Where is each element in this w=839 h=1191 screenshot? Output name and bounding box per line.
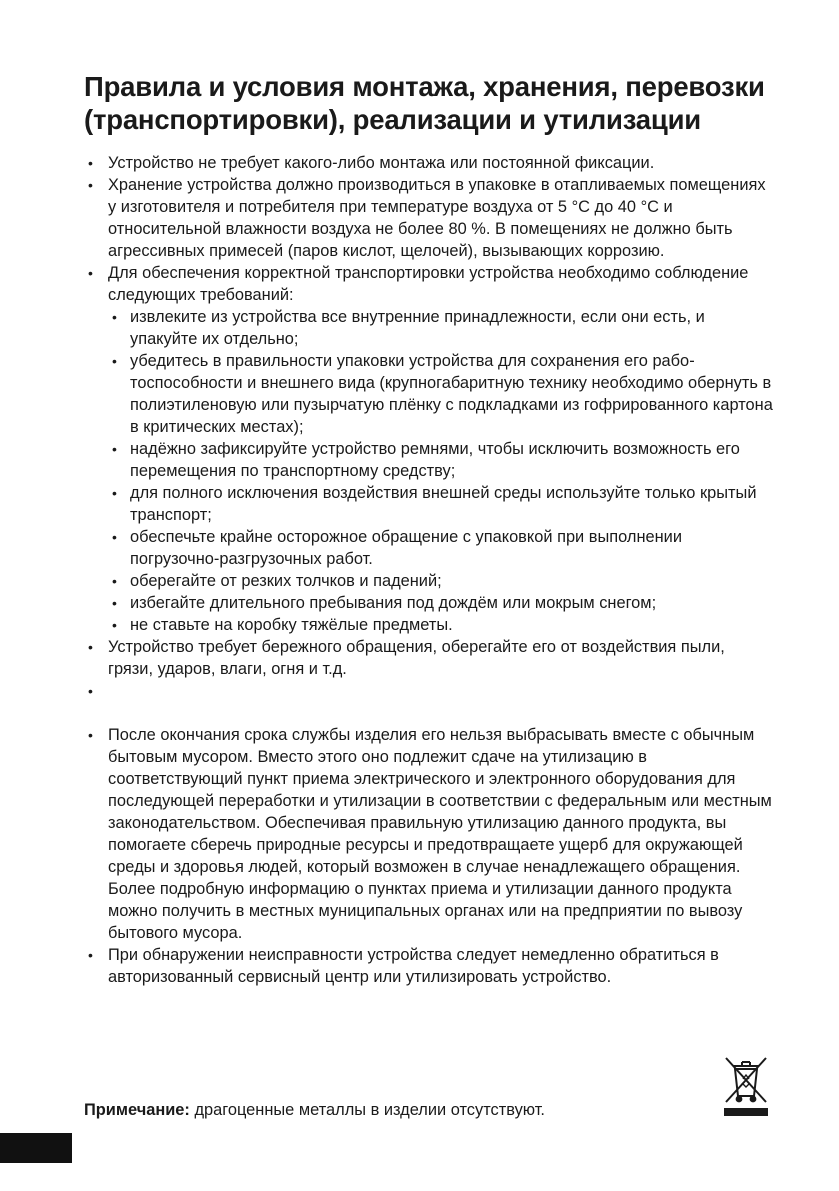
list-item [84, 636, 774, 680]
bullet: • [88, 683, 93, 699]
note [84, 1099, 545, 1121]
list-item-text: Устройство требует бережного обращения, оберегайте его от воздействия пыли, грязи, ударов, влаги, огня и т.д. [108, 638, 725, 678]
sub-list-item [108, 592, 774, 614]
sub-list-item [108, 526, 774, 570]
bullet: • [112, 441, 117, 457]
spacer [84, 702, 774, 724]
list-item-text: После окончания срока службы изделия его нельзя выбрасывать вместе с обычным бытовым мусором. Вместо этого оно подлежит сдаче на утилизацию в соответствующий пункт приема электрического и электронного оборудования для последующей переработки и утилизации в соответствии с федеральным или местным законодательством. Обеспечивая правильную утилизацию данного продукта, вы помогаете сберечь природные ресурсы и предотвращаете ущерб для окружающей среды и здоровья людей, который возможен в случае ненадлежащего обращения. Более подробную информацию о пунктах приема и утилизации данного продукта можно получить в местных муниципальных органах или на предприятии по вывозу бытового мусора. [108, 726, 772, 942]
list-item-text: Для обеспечения корректной транспортировки устройства необходимо соблюдение следующих требований: [108, 264, 749, 304]
note-label: Примечание: [84, 1101, 190, 1119]
bullet: • [88, 947, 93, 963]
rules-content [84, 152, 774, 988]
sub-list-item [108, 306, 774, 350]
bullet: • [88, 177, 93, 193]
list-item-text: Хранение устройства должно производиться в упаковке в отапливаемых помещениях у изготовителя и потребителя при температуре воздуха от 5 °C до 40 °C и относительной влажности воздуха не более 80 %. В помещениях не должно быть агрессивных примесей (паров кислот, щелочей), вызывающих коррозию. [108, 176, 766, 260]
bullet: • [112, 529, 117, 545]
list-item [84, 724, 774, 944]
list-item-empty [84, 680, 774, 702]
sub-list-item-text: не ставьте на коробку тяжёлые предметы. [130, 616, 453, 634]
list-item [84, 262, 774, 636]
bullet: • [88, 727, 93, 743]
list-item [84, 174, 774, 262]
sub-list-item-text: для полного исключения воздействия внешней среды используйте только крытый транспорт; [130, 484, 757, 524]
sub-list-item-text: избегайте длительного пребывания под дождём или мокрым снегом; [130, 594, 657, 612]
bullet: • [112, 485, 117, 501]
bullet: • [112, 617, 117, 633]
list-item-text: При обнаружении неисправности устройства следует немедленно обратиться в авторизованный сервисный центр или утилизировать устройство. [108, 946, 719, 986]
sub-list-item-text: извлеките из устройства все внутренние принадлежности, если они есть, и упакуйте их отдельно; [130, 308, 705, 348]
page-title: Правила и условия монтажа, хранения, перевозки (транспортировки), реализации и утилизации [84, 71, 765, 135]
rules-list [84, 152, 774, 988]
bullet: • [88, 155, 93, 171]
transport-requirements-list [108, 306, 774, 636]
page-corner-tab [0, 1133, 72, 1163]
list-item [84, 944, 774, 988]
sub-list-item [108, 614, 774, 636]
sub-list-item [108, 350, 774, 438]
crossed-out-wheelie-bin-icon [720, 1052, 772, 1118]
bullet: • [112, 573, 117, 589]
sub-list-item-text: убедитесь в правильности упаковки устройства для сохранения его работоспособности и внешнего вида (крупногабаритную технику необходимо обернуть в полиэтиленовую или пузырчатую плёнку с подкладками из гофрированного картона в критических местах); [130, 352, 773, 436]
note-text: драгоценные металлы в изделии отсутствуют. [194, 1101, 545, 1119]
bullet: • [112, 309, 117, 325]
sub-list-item-text: оберегайте от резких толчков и падений; [130, 572, 442, 590]
sub-list-item-text: надёжно зафиксируйте устройство ремнями, чтобы исключить возможность его перемещения по транспортному средству; [130, 440, 740, 480]
bullet: • [88, 639, 93, 655]
bullet: • [88, 265, 93, 281]
sub-list-item [108, 438, 774, 482]
sub-list-item [108, 482, 774, 526]
bullet: • [112, 595, 117, 611]
list-item-text: Устройство не требует какого-либо монтажа или постоянной фиксации. [108, 154, 655, 172]
sub-list-item [108, 570, 774, 592]
sub-list-item-text: обеспечьте крайне осторожное обращение с упаковкой при выполнении погрузочно-разгрузочных работ. [130, 528, 682, 568]
list-item [84, 152, 774, 174]
bullet: • [112, 353, 117, 369]
